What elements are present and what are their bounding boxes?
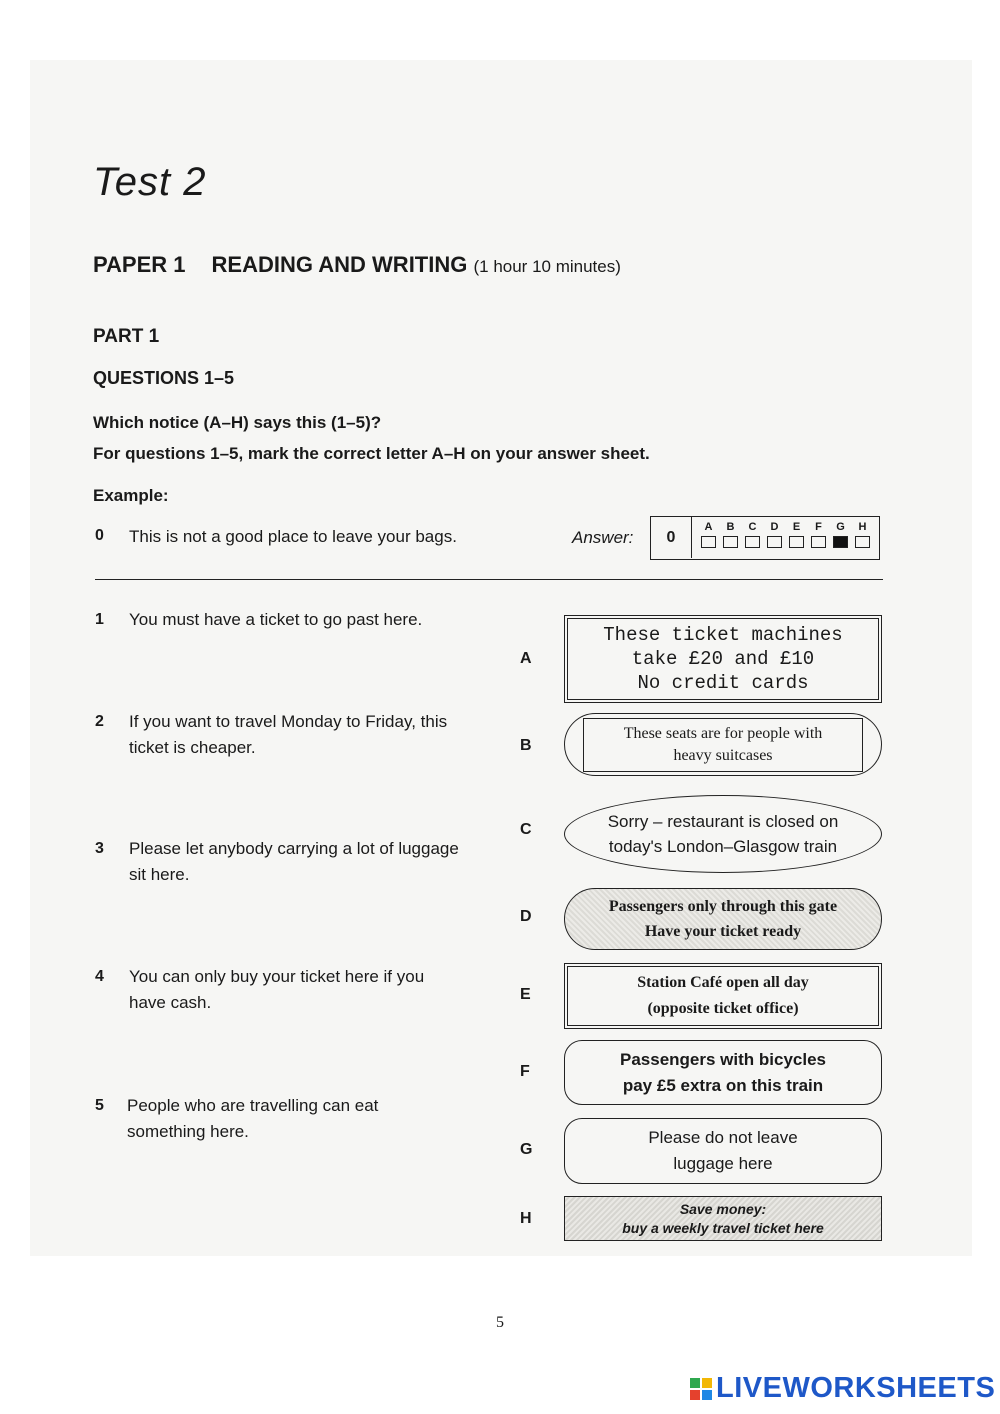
- paper-title: READING AND WRITING: [211, 252, 468, 277]
- question-line: have cash.: [129, 993, 212, 1012]
- option-letter: F: [815, 521, 822, 533]
- answer-number: 0: [651, 517, 692, 558]
- answer-option-g[interactable]: [831, 521, 850, 548]
- notice-a: [564, 615, 882, 703]
- question-line: People who are travelling can eat: [127, 1096, 379, 1115]
- option-letter: H: [858, 521, 867, 533]
- question-line: Please let anybody carrying a lot of luggage: [129, 839, 459, 858]
- liveworksheets-logo-icon: [690, 1378, 712, 1400]
- option-letter: D: [770, 521, 779, 533]
- notice-line: today's London–Glasgow train: [608, 837, 838, 856]
- brand-name: LIVEWORKSHEETS: [716, 1372, 996, 1404]
- notice-line: heavy suitcases: [673, 746, 773, 764]
- answer-option-d[interactable]: [765, 521, 784, 548]
- notice-e: [564, 963, 882, 1029]
- question-line: You must have a ticket to go past here.: [129, 610, 423, 629]
- notice-h: [564, 1196, 882, 1241]
- example-number: 0: [95, 527, 104, 544]
- logo-square: [690, 1390, 700, 1400]
- example-text: This is not a good place to leave your bags.: [129, 527, 457, 546]
- answer-option-f[interactable]: [809, 521, 828, 548]
- notice-letter: F: [520, 1063, 530, 1080]
- notice-line: luggage here: [673, 1154, 773, 1173]
- notice-line: No credit cards: [637, 672, 809, 694]
- notice-line: These seats are for people with: [623, 724, 823, 742]
- question-line: ticket is cheaper.: [129, 738, 256, 757]
- logo-square: [702, 1378, 712, 1388]
- questions-heading: QUESTIONS 1–5: [93, 368, 235, 388]
- notice-line: Passengers with bicycles: [620, 1049, 826, 1069]
- liveworksheets-brand[interactable]: [690, 1372, 995, 1405]
- notice-letter: D: [520, 908, 532, 925]
- question-number: 2: [95, 713, 104, 730]
- option-box: [701, 536, 716, 548]
- notice-letter: B: [520, 737, 532, 754]
- question-line: If you want to travel Monday to Friday, this: [129, 712, 448, 731]
- notice-d: [564, 888, 882, 950]
- answer-option-h[interactable]: [853, 521, 872, 548]
- answer-option-a[interactable]: [699, 521, 718, 548]
- notice-line: take £20 and £10: [631, 648, 815, 670]
- question-line: You can only buy your ticket here if you: [129, 967, 425, 986]
- notice-c: [564, 795, 882, 873]
- notice-f: [564, 1040, 882, 1105]
- answer-option-e[interactable]: [787, 521, 806, 548]
- option-box: [789, 536, 804, 548]
- question-number: 1: [95, 611, 104, 628]
- example-label: Example:: [93, 486, 169, 505]
- notice-line: Please do not leave: [648, 1128, 798, 1147]
- test-title: Test 2: [93, 160, 207, 204]
- notice-line: (opposite ticket office): [647, 1000, 799, 1017]
- notice-letter: E: [520, 986, 531, 1003]
- answer-option-c[interactable]: [743, 521, 762, 548]
- option-box: [723, 536, 738, 548]
- paper-heading: [93, 252, 621, 278]
- question-text: [129, 836, 499, 888]
- option-letter: A: [704, 521, 713, 533]
- question-text: [127, 1093, 497, 1145]
- answer-label: Answer:: [572, 528, 634, 547]
- notice-letter: H: [520, 1210, 532, 1227]
- option-box: [745, 536, 760, 548]
- notice-inner-frame: [583, 718, 863, 772]
- question-number: 3: [95, 840, 104, 857]
- notice-line: buy a weekly travel ticket here: [622, 1219, 824, 1236]
- option-box: [833, 536, 848, 548]
- option-letter: G: [836, 521, 845, 533]
- notice-line: Save money:: [679, 1200, 767, 1217]
- option-letter: B: [726, 521, 735, 533]
- option-box: [855, 536, 870, 548]
- paper-duration: (1 hour 10 minutes): [473, 257, 621, 276]
- question-line: sit here.: [129, 865, 190, 884]
- notice-g: [564, 1118, 882, 1184]
- divider: [95, 579, 883, 580]
- question-text: [129, 709, 499, 761]
- instruction-line-2: For questions 1–5, mark the correct letter A–H on your answer sheet.: [93, 444, 650, 463]
- example-answer-box: [650, 516, 880, 560]
- notice-line: Passengers only through this gate: [608, 898, 838, 915]
- part-heading: PART 1: [93, 326, 160, 347]
- notice-letter: C: [520, 821, 532, 838]
- notice-line: pay £5 extra on this train: [622, 1075, 824, 1095]
- notice-letter: A: [520, 650, 532, 667]
- paper-number: PAPER 1: [93, 252, 186, 277]
- notice-letter: G: [520, 1141, 533, 1158]
- option-letter: C: [748, 521, 757, 533]
- question-number: 5: [95, 1097, 104, 1114]
- question-text: [129, 607, 499, 633]
- instruction-line-1: Which notice (A–H) says this (1–5)?: [93, 413, 382, 432]
- question-number: 4: [95, 968, 104, 985]
- option-box: [811, 536, 826, 548]
- notice-line: These ticket machines: [603, 624, 843, 646]
- notice-b: [564, 713, 882, 776]
- logo-square: [702, 1390, 712, 1400]
- notice-line: Have your ticket ready: [644, 923, 802, 940]
- notice-line: Sorry – restaurant is closed on: [607, 812, 839, 831]
- answer-option-b[interactable]: [721, 521, 740, 548]
- logo-square: [690, 1378, 700, 1388]
- question-line: something here.: [127, 1122, 249, 1141]
- question-text: [129, 964, 499, 1016]
- notice-line: Station Café open all day: [637, 974, 809, 991]
- option-letter: E: [792, 521, 801, 533]
- page-number: 5: [496, 1314, 504, 1331]
- option-box: [767, 536, 782, 548]
